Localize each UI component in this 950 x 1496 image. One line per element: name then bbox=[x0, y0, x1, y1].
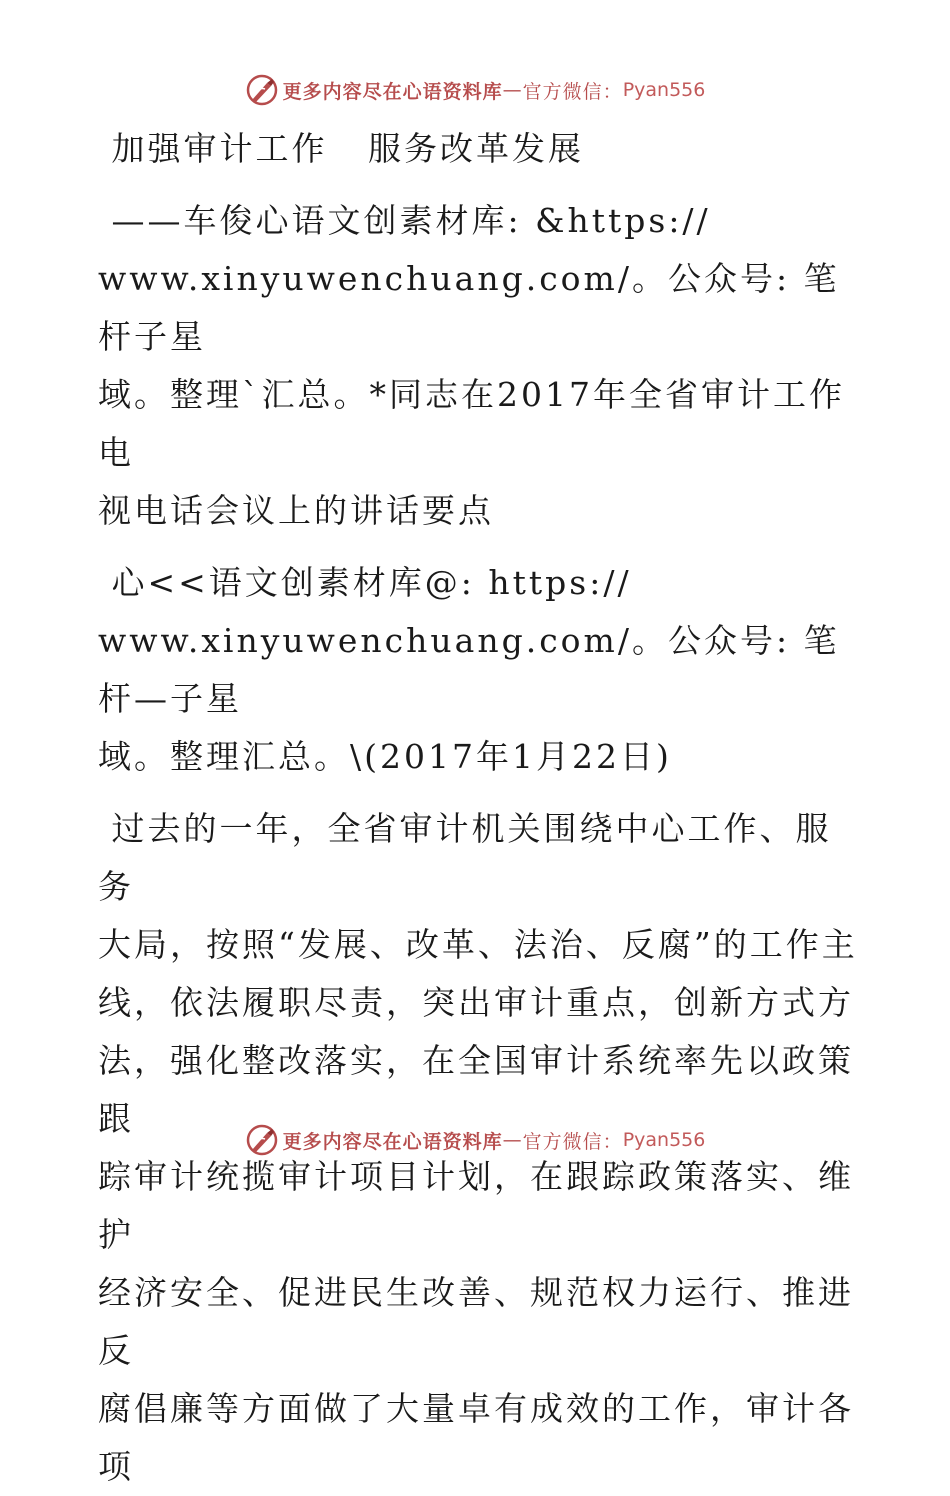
text-line: www.xinyuwenchuang.com/。公众号: 笔杆—子星 bbox=[98, 621, 840, 718]
document-title: 加强审计工作 服务改革发展 bbox=[98, 129, 584, 168]
text-line: 踪审计统揽审计项目计划，在跟踪政策落实、维护 bbox=[98, 1157, 854, 1254]
paragraph-subtitle bbox=[98, 192, 858, 540]
text-line: ——车俊心语文创素材库: &https:// bbox=[98, 201, 711, 240]
watermark-wechat-id: Pyan556 bbox=[622, 79, 706, 101]
text-line: 腐倡廉等方面做了大量卓有成效的工作，审计各项 bbox=[98, 1389, 854, 1486]
watermark-wechat-id: Pyan556 bbox=[622, 1129, 706, 1151]
text-line: www.xinyuwenchuang.com/。公众号: 笔杆子星 bbox=[98, 259, 840, 356]
text-line: 大局，按照“发展、改革、法治、反腐”的工作主 bbox=[98, 925, 858, 964]
watermark-label: 官方微信： bbox=[522, 1130, 623, 1153]
text-line: 域。整理`汇总。*同志在2017年全省审计工作电 bbox=[98, 375, 845, 472]
pen-logo-icon bbox=[245, 73, 279, 107]
header-watermark bbox=[0, 70, 950, 110]
document-body bbox=[98, 120, 858, 1496]
text-line: 心<<语文创素材库@: https:// bbox=[98, 563, 632, 602]
footer-watermark bbox=[0, 1120, 950, 1160]
watermark-dash: — bbox=[502, 1129, 523, 1151]
text-line: 过去的一年，全省审计机关围绕中心工作、服务 bbox=[98, 809, 832, 906]
watermark-dash: — bbox=[502, 79, 523, 101]
text-line: 线，依法履职尽责，突出审计重点，创新方式方 bbox=[98, 983, 854, 1022]
text-line: 法，强化整改落实，在全国审计系统率先以政策跟 bbox=[98, 1041, 854, 1138]
watermark-brand: 更多内容尽在心语资料库 bbox=[282, 1130, 503, 1153]
text-line: 视电话会议上的讲话要点 bbox=[98, 491, 494, 530]
watermark-label: 官方微信： bbox=[522, 80, 623, 103]
paragraph-source-date bbox=[98, 554, 858, 786]
pen-logo-icon bbox=[245, 1123, 279, 1157]
text-line: 经济安全、促进民生改善、规范权力运行、推进反 bbox=[98, 1273, 854, 1370]
text-line: 域。整理汇总。\(2017年1月22日) bbox=[98, 737, 672, 776]
watermark-brand: 更多内容尽在心语资料库 bbox=[282, 80, 503, 103]
